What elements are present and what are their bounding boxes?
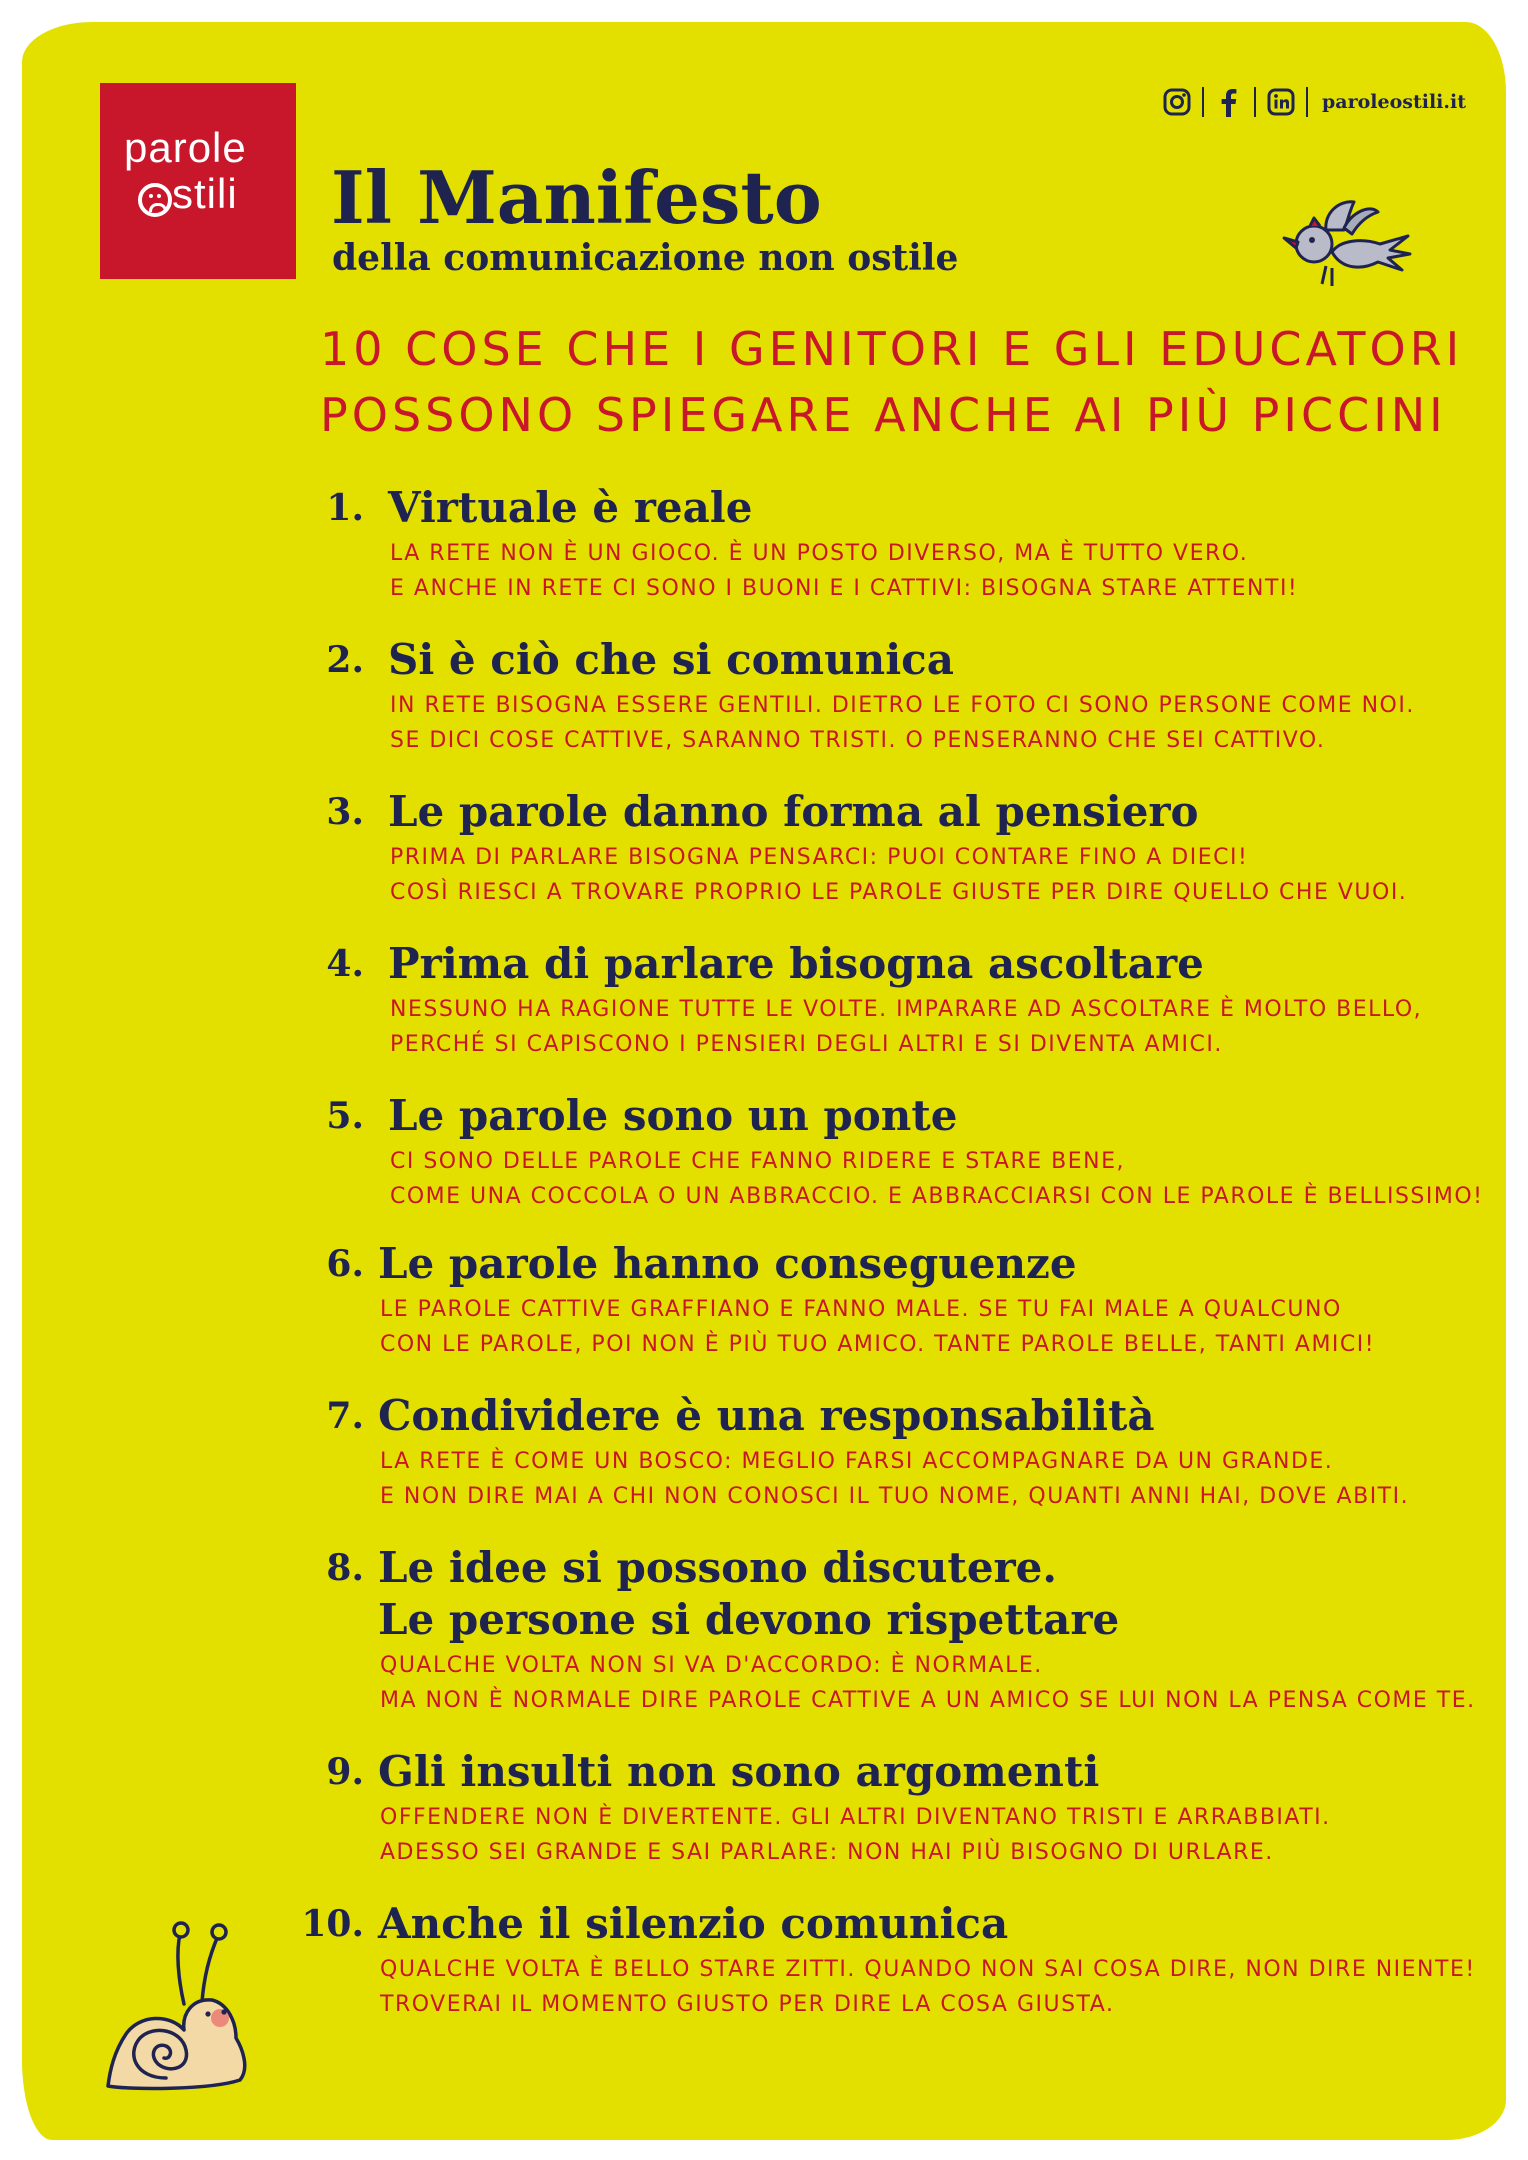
item-text: QUALCHE VOLTA È BELLO STARE ZITTI. QUANDO NON SAI COSA DIRE, NON DIRE NIENTE! [380,1957,1476,1982]
brand-logo [100,83,296,279]
item-number: 5. [326,1095,364,1137]
item-text: COSÌ RIESCI A TROVARE PROPRIO LE PAROLE GIUSTE PER DIRE QUELLO CHE VUOI. [390,880,1408,905]
item-text: SE DICI COSE CATTIVE, SARANNO TRISTI. O PENSERANNO CHE SEI CATTIVO. [390,728,1326,753]
item-text: IN RETE BISOGNA ESSERE GENTILI. DIETRO LE FOTO CI SONO PERSONE COME NOI. [390,693,1415,718]
divider [1254,87,1256,117]
item-number: 2. [326,639,364,681]
item-text: LA RETE NON È UN GIOCO. È UN POSTO DIVERSO, MA È TUTTO VERO. [390,541,1249,566]
item-number: 10. [301,1903,364,1945]
item-text: MA NON È NORMALE DIRE PAROLE CATTIVE A UN AMICO SE LUI NON LA PENSA COME TE. [380,1688,1476,1713]
item-number: 7. [326,1395,364,1437]
social-bar [1162,84,1466,120]
item-text: CI SONO DELLE PAROLE CHE FANNO RIDERE E STARE BENE, [390,1149,1125,1174]
item-number: 9. [326,1751,364,1793]
item-number: 8. [326,1547,364,1589]
item-heading: Condividere è una responsabilità [378,1391,1155,1440]
item-number: 3. [326,791,364,833]
item-text: PRIMA DI PARLARE BISOGNA PENSARCI: PUOI CONTARE FINO A DIECI! [390,845,1249,870]
headline-line: POSSONO SPIEGARE ANCHE AI PIÙ PICCINI [320,388,1447,442]
item-text: COME UNA COCCOLA O UN ABBRACCIO. E ABBRACCIARSI CON LE PAROLE È BELLISSIMO! [390,1184,1484,1209]
item-heading: Gli insulti non sono argomenti [378,1747,1100,1796]
item-text: LA RETE È COME UN BOSCO: MEGLIO FARSI ACCOMPAGNARE DA UN GRANDE. [380,1449,1334,1474]
page-title: Il Manifesto [331,155,822,240]
bird-illustration [1262,190,1412,304]
item-heading: Virtuale è reale [388,483,753,532]
page-subtitle: della comunicazione non ostile [332,237,959,279]
item-heading: Le idee si possono discutere. [378,1543,1058,1592]
logo-text-stili: stili [172,170,238,217]
headline [320,316,1464,448]
item-heading: Le parole hanno conseguenze [378,1239,1077,1288]
instagram-icon[interactable] [1162,87,1192,117]
snail-illustration [100,1918,270,2102]
website-link[interactable]: paroleostili.it [1322,91,1466,113]
item-text: ADESSO SEI GRANDE E SAI PARLARE: NON HAI PIÙ BISOGNO DI URLARE. [380,1840,1274,1865]
item-heading: Le persone si devono rispettare [378,1595,1120,1644]
item-text: OFFENDERE NON È DIVERTENTE. GLI ALTRI DIVENTANO TRISTI E ARRABBIATI. [380,1805,1331,1830]
item-text: E ANCHE IN RETE CI SONO I BUONI E I CATTIVI: BISOGNA STARE ATTENTI! [390,576,1299,601]
item-heading: Le parole danno forma al pensiero [388,787,1199,836]
divider [1202,87,1204,117]
item-text: PERCHÉ SI CAPISCONO I PENSIERI DEGLI ALTRI E SI DIVENTA AMICI. [390,1032,1223,1057]
item-heading: Anche il silenzio comunica [378,1899,1009,1948]
headline-line: 10 COSE CHE I GENITORI E GLI EDUCATORI [320,322,1464,376]
item-text: NESSUNO HA RAGIONE TUTTE LE VOLTE. IMPARARE AD ASCOLTARE È MOLTO BELLO, [390,997,1423,1022]
linkedin-icon[interactable] [1266,87,1296,117]
logo-text-parole: parole [124,124,247,171]
item-heading: Prima di parlare bisogna ascoltare [388,939,1204,988]
item-number: 4. [326,943,364,985]
item-text: CON LE PAROLE, POI NON È PIÙ TUO AMICO. TANTE PAROLE BELLE, TANTI AMICI! [380,1332,1376,1357]
item-text: TROVERAI IL MOMENTO GIUSTO PER DIRE LA COSA GIUSTA. [380,1992,1115,2017]
item-number: 6. [326,1243,364,1285]
sad-face-icon [138,183,172,217]
item-text: LE PAROLE CATTIVE GRAFFIANO E FANNO MALE. SE TU FAI MALE A QUALCUNO [380,1297,1342,1322]
item-heading: Si è ciò che si comunica [388,635,954,684]
item-heading: Le parole sono un ponte [388,1091,958,1140]
divider [1306,87,1308,117]
item-number: 1. [326,487,364,529]
facebook-icon[interactable] [1214,87,1244,117]
item-text: QUALCHE VOLTA NON SI VA D'ACCORDO: È NORMALE. [380,1653,1043,1678]
item-text: E NON DIRE MAI A CHI NON CONOSCI IL TUO NOME, QUANTI ANNI HAI, DOVE ABITI. [380,1484,1410,1509]
